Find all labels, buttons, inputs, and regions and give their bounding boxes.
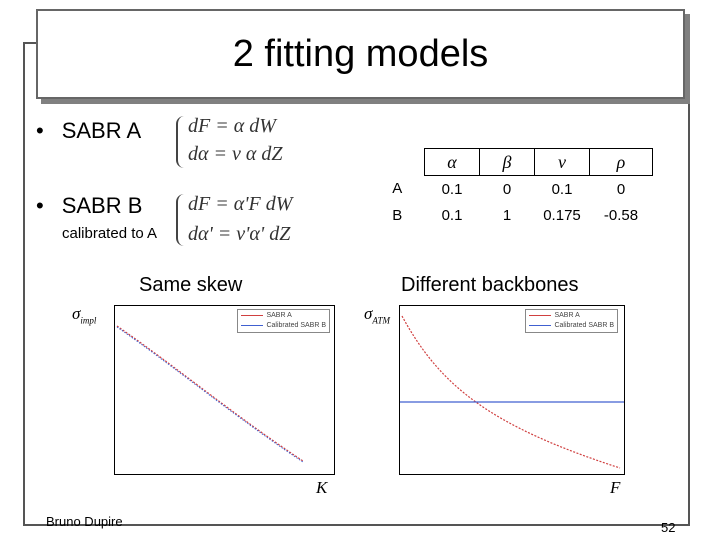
legend-label: SABR A: [266, 312, 292, 319]
bullet-glyph: •: [36, 193, 44, 218]
brace-a: [176, 116, 186, 168]
table-cell: 0.1: [551, 180, 573, 198]
bullet-sabr-b-label: SABR B: [61, 193, 143, 218]
legend-label: Calibrated SABR B: [266, 322, 326, 329]
right-chart-heading: Different backbones: [401, 274, 579, 296]
table-cell: 1: [502, 206, 512, 224]
right-y-subscript: ATM: [372, 315, 391, 326]
row-label: A: [392, 180, 403, 198]
bullet-glyph: •: [36, 118, 44, 143]
legend-swatch-b: [529, 325, 551, 326]
slide-title: 2 fitting models: [232, 32, 489, 75]
equation-b-2: dα' = ν'α' dZ: [188, 223, 291, 245]
header-beta: β: [480, 149, 535, 176]
left-y-symbol: σ: [72, 304, 81, 323]
legend-swatch-b: [241, 325, 263, 326]
brace-b: [176, 194, 186, 246]
footer-author: Bruno Dupire: [46, 514, 123, 529]
header-rho: ρ: [590, 149, 653, 176]
right-plot-area: [399, 305, 625, 475]
equation-a-1: dF = α dW: [188, 115, 276, 137]
right-y-symbol: σ: [364, 304, 373, 323]
bullet-sabr-a-label: SABR A: [61, 118, 142, 143]
table-cell: -0.58: [603, 206, 639, 224]
left-chart-heading: Same skew: [139, 274, 243, 296]
table-cell: 0.1: [441, 180, 463, 198]
table-cell: 0: [502, 180, 512, 198]
legend-label: Calibrated SABR B: [554, 322, 614, 329]
bullet-sabr-a: [36, 118, 141, 144]
row-label: B: [392, 206, 403, 224]
table-cell: 0.175: [543, 206, 581, 224]
table-row: [370, 202, 653, 228]
right-legend: [525, 309, 618, 333]
legend-swatch-a: [529, 315, 551, 316]
left-x-axis-label: K: [316, 478, 328, 497]
left-plot-area: [114, 305, 335, 475]
title-box: [36, 9, 685, 99]
page-number: 52: [661, 520, 676, 535]
equation-a-2: dα = ν α dZ: [188, 143, 283, 165]
table-cell: 0: [616, 180, 626, 198]
left-y-subscript: impl: [80, 315, 97, 326]
legend-label: SABR A: [554, 312, 580, 319]
legend-entry: [241, 311, 326, 321]
left-y-axis-label: [72, 304, 96, 325]
equation-b-1: dF = α'F dW: [188, 193, 293, 215]
right-x-axis-label: F: [610, 478, 621, 497]
legend-entry: [529, 321, 614, 331]
table-header-row: [370, 149, 653, 176]
legend-entry: [529, 311, 614, 321]
table-row: [370, 176, 653, 203]
right-y-axis-label: [364, 304, 390, 325]
parameter-table: [370, 148, 653, 228]
table-cell: 0.1: [441, 206, 463, 224]
header-alpha: α: [425, 149, 480, 176]
left-legend: [237, 309, 330, 333]
calibrated-note: calibrated to A: [62, 225, 158, 242]
right-series-a-line: [402, 316, 620, 468]
bullet-sabr-b: [36, 193, 142, 219]
legend-swatch-a: [241, 315, 263, 316]
header-nu: ν: [535, 149, 590, 176]
legend-entry: [241, 321, 326, 331]
table-corner: [370, 149, 425, 176]
